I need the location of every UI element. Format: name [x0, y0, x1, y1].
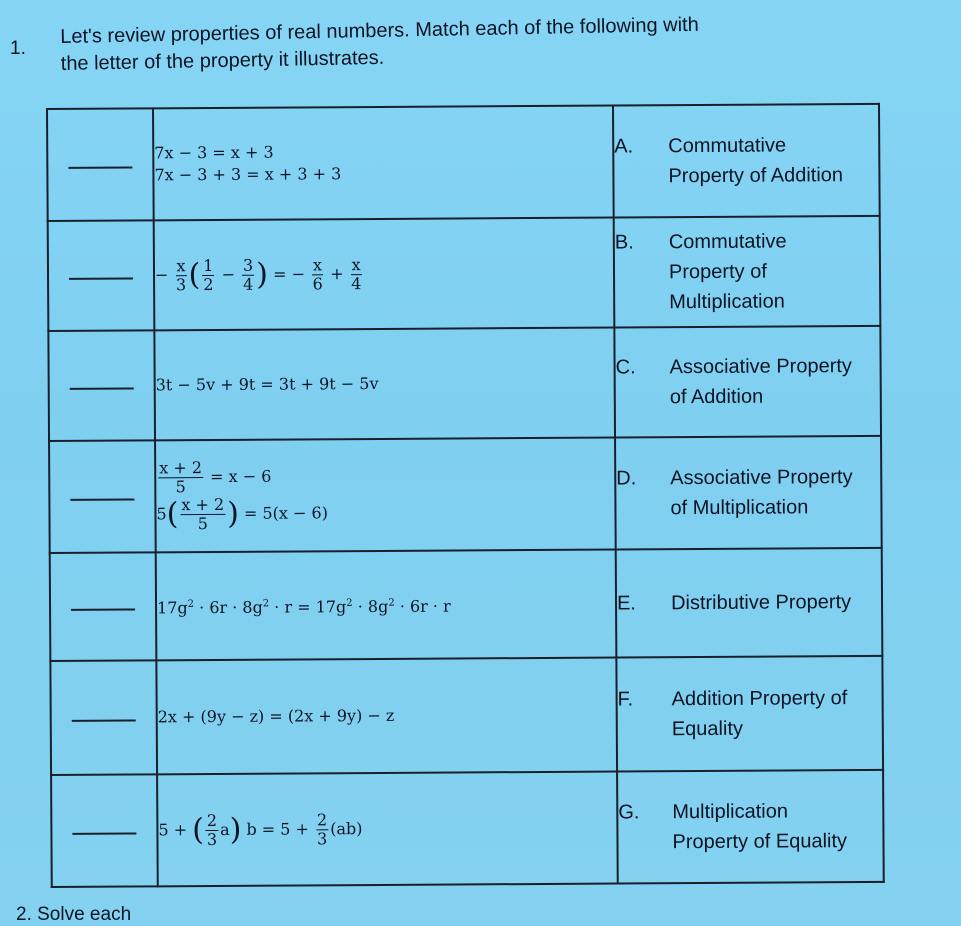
property-letter: C.: [615, 356, 636, 379]
answer-blank[interactable]: [69, 275, 133, 279]
answer-blank[interactable]: [72, 830, 136, 834]
equation: $17g^2 \cdot 6r \cdot 8g^2 \cdot r = 17g^2 \cdot 8g^2 \cdot 6r \cdot r$: [156, 550, 617, 661]
instruction-line-1: Let's review properties of real numbers. Match each of the following with: [60, 13, 699, 48]
equation: 5 + ( $\frac{2}{3}$ a) b = 5 + $\frac{2}{3}$ (ab): [157, 772, 618, 887]
equation: − $\frac{x}{3}$ ( $\frac{1}{2}$ − $\frac{3}{4}$ ) = − $\frac{x}{6}$ + $\frac{x}{4}$: [154, 218, 615, 331]
property-name: Multiplication Property of Equality: [672, 800, 848, 854]
table-row: [47, 104, 880, 221]
answer-blank[interactable]: [68, 164, 132, 168]
property-name: Addition Property of Equality: [671, 687, 848, 741]
table-row: [48, 216, 881, 331]
property-letter: G.: [618, 801, 640, 824]
equation: 2x + (9y − z) = (2x + 9y) − z: [156, 658, 617, 775]
property-letter: E.: [616, 592, 637, 615]
property-letter: A.: [614, 135, 634, 158]
question-instructions: [60, 7, 961, 78]
property-letter: B.: [614, 231, 634, 254]
equation: $\frac{x + 2}{5}$ = x − 6 5( $\frac{x + 2}{5}$ ) = 5(x − 6): [155, 438, 616, 553]
property-name: Associative Property of Addition: [669, 355, 852, 409]
answer-blank[interactable]: [70, 385, 134, 389]
table-row: [48, 326, 881, 441]
property-letter: D.: [616, 467, 637, 490]
table-row: [49, 436, 882, 553]
table-row: [50, 656, 883, 775]
property-name: Commutative Property of Multiplication: [668, 230, 787, 314]
property-name: Associative Property of Multiplication: [670, 466, 853, 520]
table-row: [50, 548, 883, 661]
equation: 3t − 5v + 9t = 3t + 9t − 5v: [154, 328, 615, 441]
next-question-partial: 2. Solve each: [16, 904, 132, 925]
answer-blank[interactable]: [72, 717, 136, 721]
equation: 7x − 3 = x + 3 7x − 3 + 3 = x + 3 + 3: [153, 106, 614, 221]
table-row: [51, 770, 884, 887]
property-name: Commutative Property of Addition: [668, 134, 844, 188]
answer-blank[interactable]: [71, 606, 135, 610]
answer-blank[interactable]: [70, 496, 134, 500]
matching-table: [46, 103, 885, 888]
instruction-line-2: the letter of the property it illustrates.: [60, 46, 385, 75]
property-letter: F.: [617, 688, 634, 711]
property-name: Distributive Property: [670, 591, 852, 615]
question-number: 1.: [10, 38, 26, 59]
